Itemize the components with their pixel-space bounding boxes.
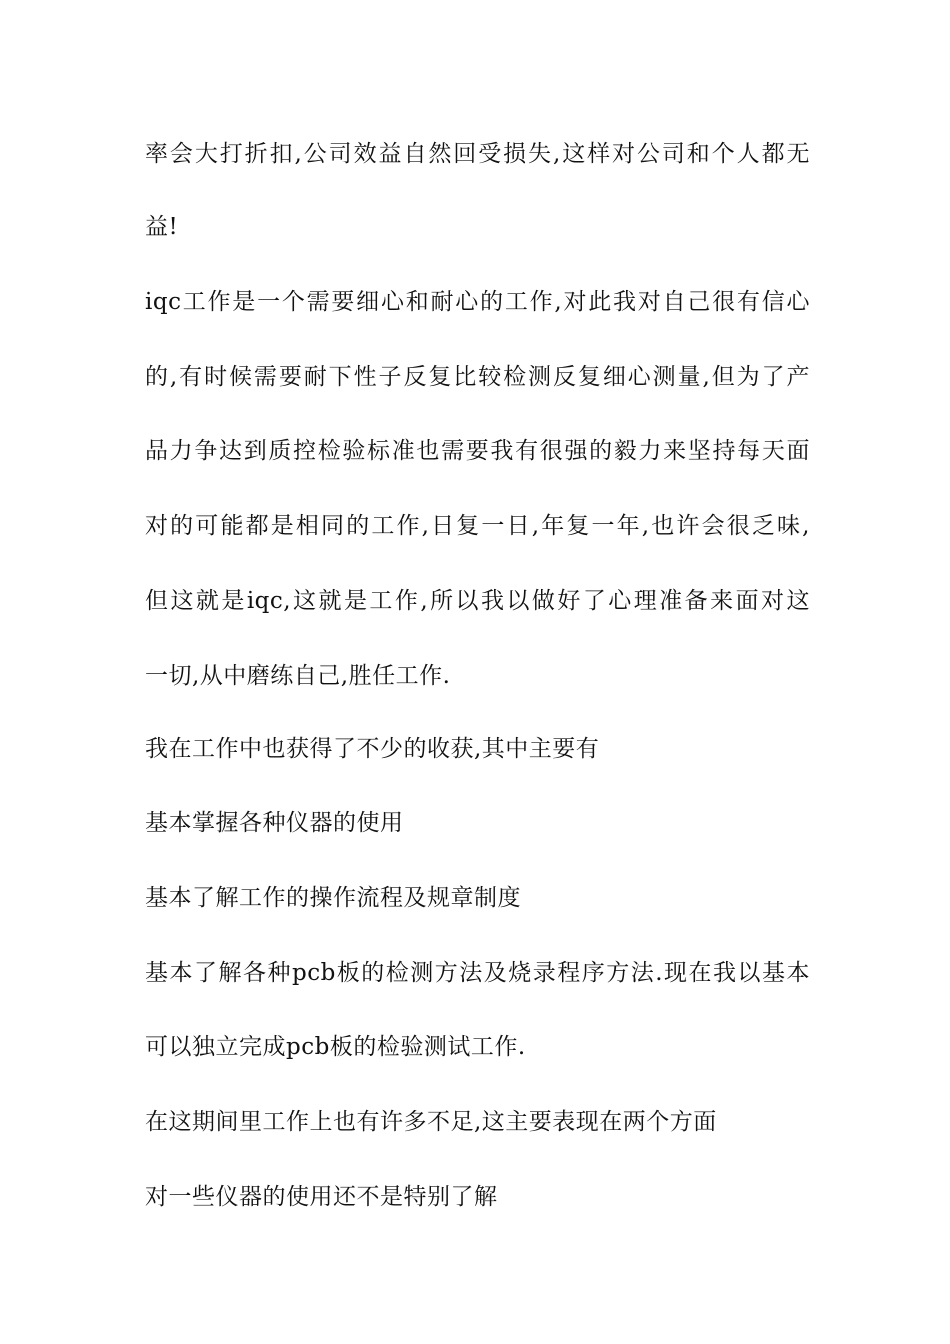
text-line-9: 我在工作中也获得了不少的收获,其中主要有 <box>145 736 600 762</box>
text-line-7: 但这就是iqc,这就是工作,所以我以做好了心理准备来面对这 <box>145 588 810 614</box>
text-line-2: 益! <box>145 214 179 240</box>
text-line-6: 对的可能都是相同的工作,日复一日,年复一年,也许会很乏味, <box>145 513 810 539</box>
text-line-11: 基本了解工作的操作流程及规章制度 <box>145 885 521 911</box>
text-line-14: 在这期间里工作上也有许多不足,这主要表现在两个方面 <box>145 1109 717 1135</box>
text-line-12: 基本了解各种pcb板的检测方法及烧录程序方法.现在我以基本 <box>145 960 810 986</box>
text-line-5: 品力争达到质控检验标准也需要我有很强的毅力来坚持每天面 <box>145 438 810 464</box>
text-line-13: 可以独立完成pcb板的检验测试工作. <box>145 1034 526 1060</box>
text-line-1: 率会大打折扣,公司效益自然回受损失,这样对公司和个人都无 <box>145 141 810 167</box>
text-line-8: 一切,从中磨练自己,胜任工作. <box>145 663 451 689</box>
text-line-10: 基本掌握各种仪器的使用 <box>145 810 404 836</box>
text-line-4: 的,有时候需要耐下性子反复比较检测反复细心测量,但为了产 <box>145 364 810 390</box>
text-line-3: iqc工作是一个需要细心和耐心的工作,对此我对自己很有信心 <box>145 289 810 315</box>
text-line-15: 对一些仪器的使用还不是特别了解 <box>145 1184 498 1210</box>
